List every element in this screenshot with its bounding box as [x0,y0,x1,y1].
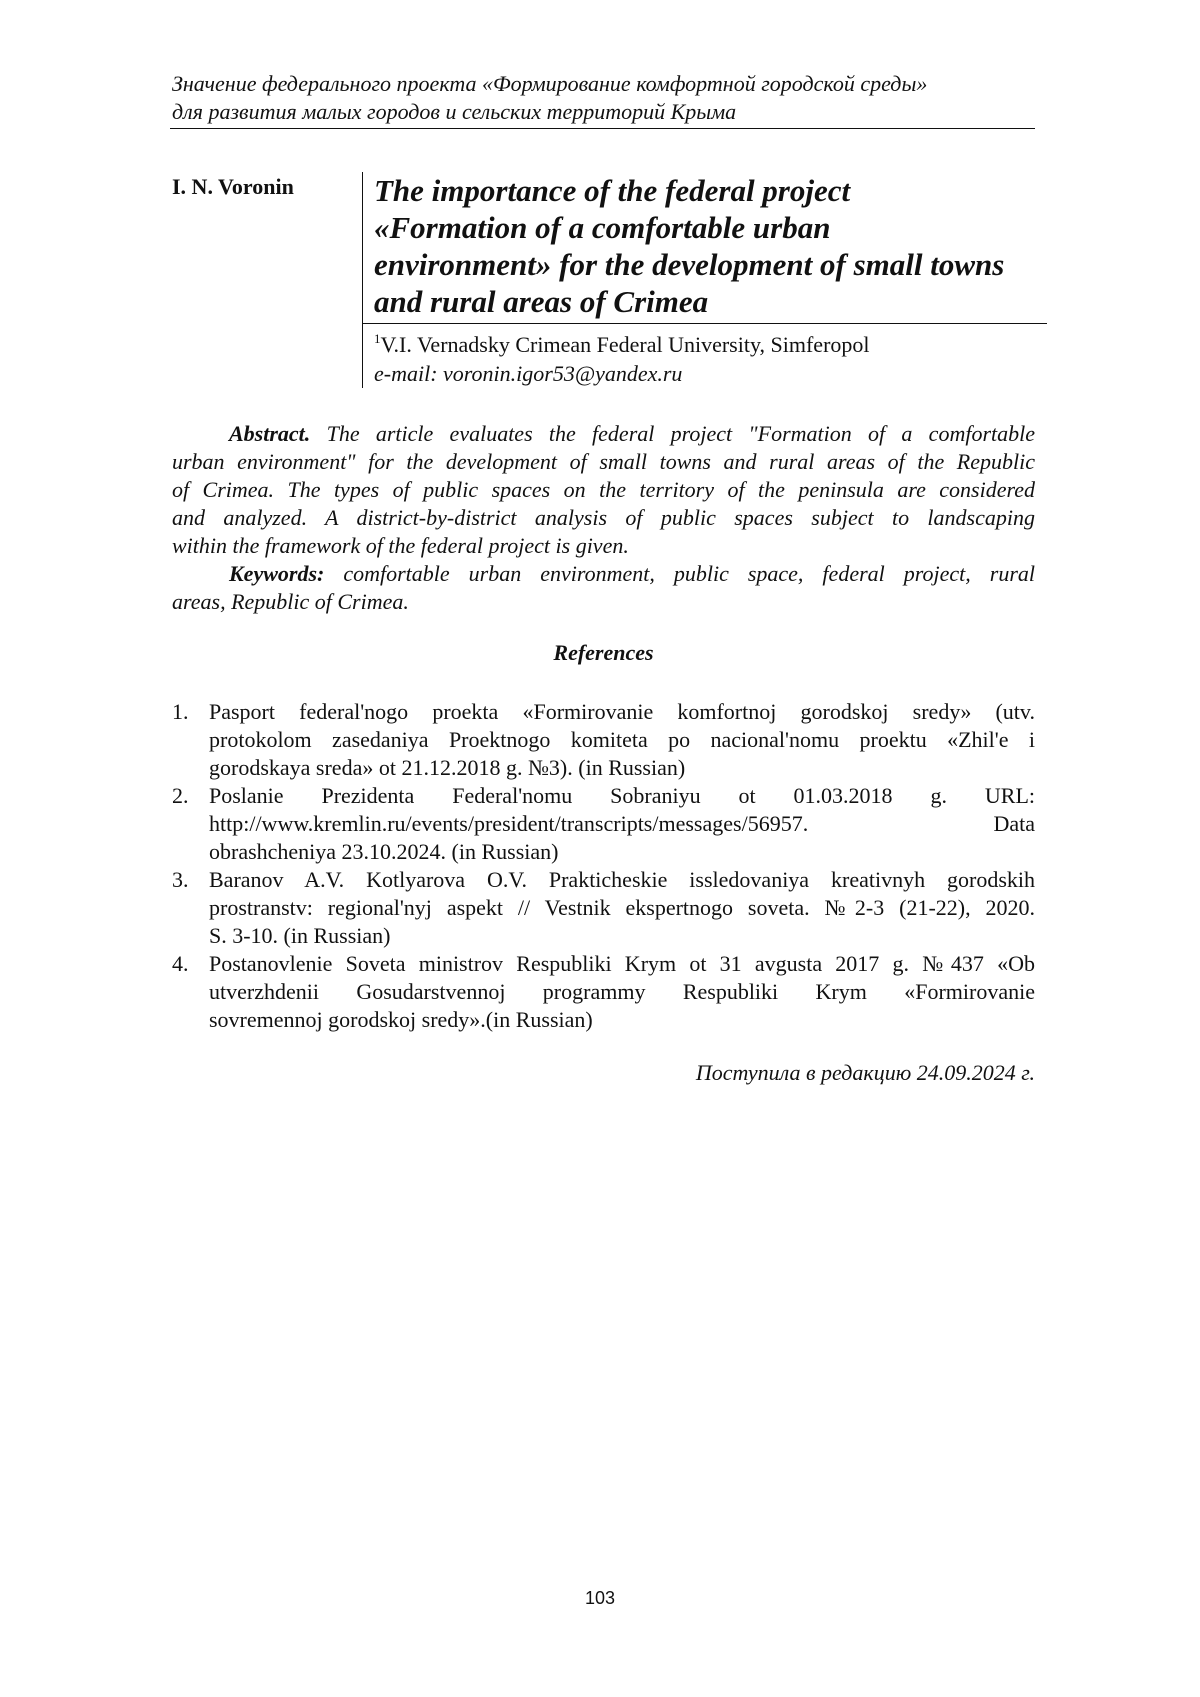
abstract [172,420,1035,616]
reference-number: 2. [172,783,189,808]
running-header-line: Значение федерального проекта «Формирование комфортной городской среды» [172,71,928,96]
references-heading: References [553,640,654,665]
reference-line: utverzhdenii Gosudarstvennoj programmy Respubliki Krym «Formirovanie [209,979,1035,1004]
title-line: and rural areas of Crimea [374,284,709,319]
abstract-line: within the framework of the federal project is given. [172,533,629,558]
author-name: I. N. Voronin [172,174,294,199]
article-title [374,172,1074,320]
abstract-line: and analyzed. A district-by-district analysis of public spaces subject to landscaping [172,505,1035,530]
running-header-line: для развития малых городов и сельских территорий Крыма [172,99,737,124]
affiliation-superscript: 1 [374,331,381,346]
reference-line: gorodskaya sreda» ot 21.12.2018 g. №3). (in Russian) [209,755,686,780]
reference-line: Pasport federal'nogo proekta «Formirovanie komfortnoj gorodskoj sredy» (utv. [209,699,1035,724]
reference-line: Baranov A.V. Kotlyarova O.V. Prakticheskie issledovaniya kreativnyh gorodskih [209,867,1035,892]
author-email: e-mail: voronin.igor53@yandex.ru [374,361,683,386]
title-line: environment» for the development of small towns [374,247,1005,282]
received-date: Поступила в редакцию 24.09.2024 г. [695,1060,1035,1085]
reference-line: sovremennoj gorodskoj sredy».(in Russian) [209,1007,593,1032]
reference-line: Postanovlenie Soveta ministrov Respubliki Krym ot 31 avgusta 2017 g. №437 «Ob [209,951,1035,976]
abstract-line: of Crimea. The types of public spaces on the territory of the peninsula are considered [172,477,1035,502]
reference-line: S. 3-10. (in Russian) [209,923,391,948]
reference-line: prostranstv: regional'nyj aspekt // Vestnik ekspertnogo soveta. №2-3 (21-22), 2020. [209,895,1035,920]
keywords-line [172,560,1035,588]
reference-line: Poslanie Prezidenta Federal'nomu Sobraniyu ot 01.03.2018 g. URL: [209,783,1035,808]
header-rule [170,128,1035,129]
keywords-label: Keywords: [229,561,325,586]
reference-number: 1. [172,699,189,724]
keywords-text: comfortable urban environment, public space, federal project, rural [343,561,1035,586]
abstract-text: The article evaluates the federal project "Formation of a comfortable [326,421,1036,446]
title-line: The importance of the federal project [374,173,851,208]
title-horizontal-rule [362,323,1047,324]
abstract-line: urban environment" for the development of small towns and rural areas of the Republic [172,449,1035,474]
reference-number: 3. [172,867,189,892]
abstract-label: Abstract. [229,421,311,446]
reference-line: protokolom zasedaniya Proektnogo komiteta po nacional'nomu proektu «Zhil'e i [209,727,1035,752]
title-line: «Formation of a comfortable urban [374,210,831,245]
running-header [172,70,1035,126]
page-number: 103 [584,1588,616,1608]
keywords-line: areas, Republic of Crimea. [172,589,409,614]
affiliation [374,331,870,358]
reference-line: obrashcheniya 23.10.2024. (in Russian) [209,839,559,864]
reference-line: http://www.kremlin.ru/events/president/transcripts/messages/56957. Data [209,811,1035,836]
title-vertical-rule [362,172,363,388]
affiliation-text: V.I. Vernadsky Crimean Federal University, Simferopol [380,332,870,357]
reference-number: 4. [172,951,189,976]
abstract-line [172,420,1035,448]
